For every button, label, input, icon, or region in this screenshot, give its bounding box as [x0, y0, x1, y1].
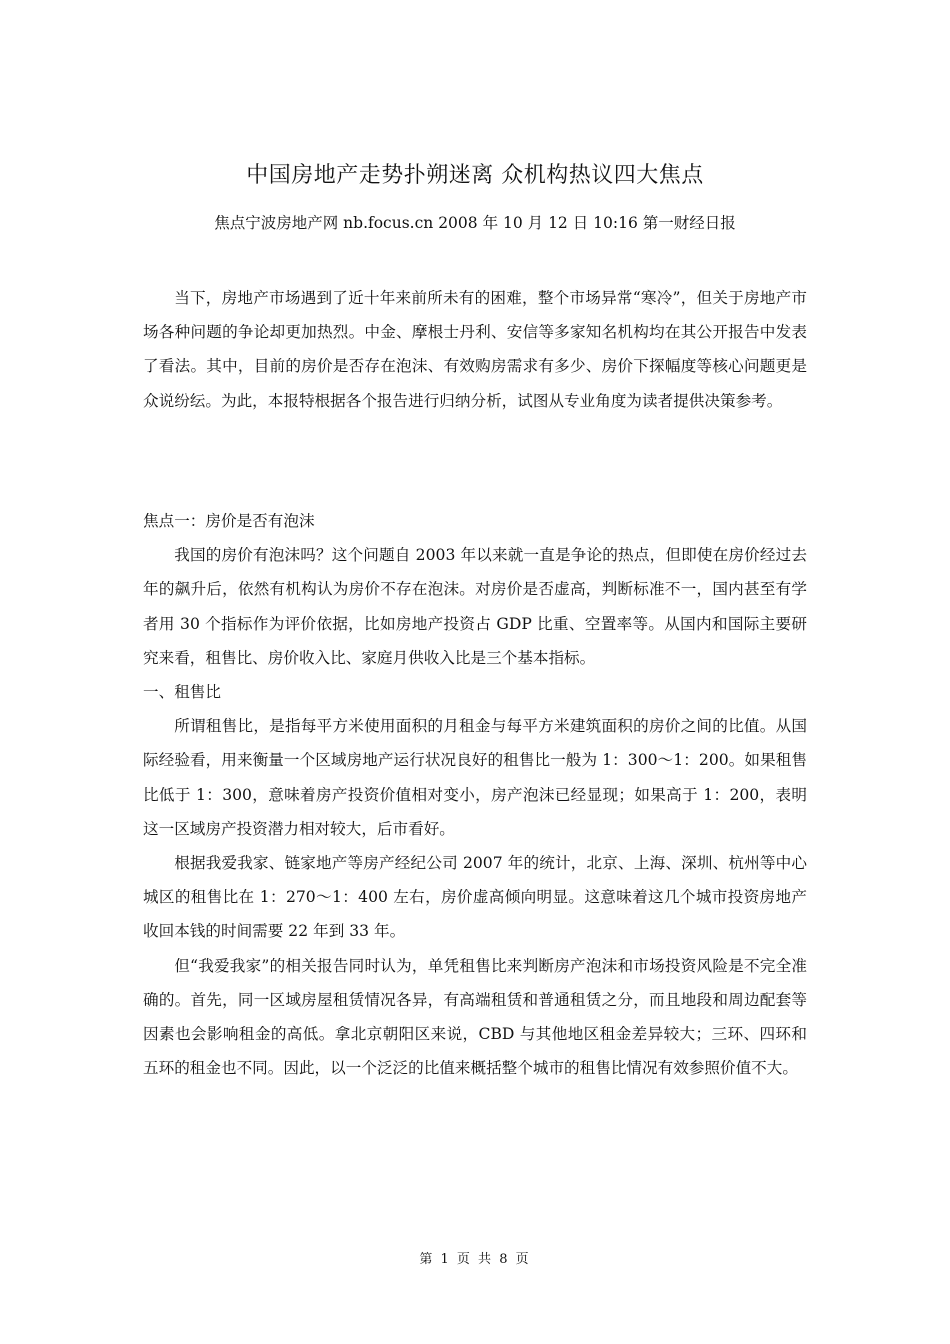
- focus-one-section: [143, 504, 807, 1085]
- page-footer: 第 1 页 共 8 页: [419, 1252, 531, 1267]
- paragraph: 根据我爱我家、链家地产等房产经纪公司 2007 年的统计，北京、上海、深圳、杭州等中心城区的租售比在 1：270～1：400 左右，房价虚高倾向明显。这意味着这几个城市投资房地产收回本钱的时间需要 22 年到 33 年。: [143, 854, 807, 941]
- intro-section: [143, 281, 807, 418]
- page-title: 中国房地产走势扑朔迷离 众机构热议四大焦点: [246, 163, 704, 188]
- intro-paragraph: 当下，房地产市场遇到了近十年来前所未有的困难，整个市场异常“寒冷”，但关于房地产市场各种问题的争论却更加热烈。中金、摩根士丹利、安信等多家知名机构均在其公开报告中发表了看法。其中，目前的房价是否存在泡沫、有效购房需求有多少、房价下探幅度等核心问题更是众说纷纭。为此，本报特根据各个报告进行归纳分析，试图从专业角度为读者提供决策参考。: [143, 289, 807, 410]
- byline: 焦点宁波房地产网 nb.focus.cn 2008 年 10 月 12 日 10:16 第一财经日报: [214, 214, 736, 232]
- section-heading: 焦点一：房价是否有泡沫: [143, 512, 315, 530]
- subsection-heading: 一、租售比: [143, 683, 221, 702]
- paragraph: 所谓租售比，是指每平方米使用面积的月租金与每平方米建筑面积的房价之间的比值。从国际经验看，用来衡量一个区域房地产运行状况良好的租售比一般为 1：300～1：200。如果租售比低于 1：300，意味着房产投资价值相对变小，房产泡沫已经显现；如果高于 1：200，表明这一区域房产投资潜力相对较大，后市看好。: [143, 717, 807, 838]
- paragraph: 但“我爱我家”的相关报告同时认为，单凭租售比来判断房产泡沫和市场投资风险是不完全准确的。首先，同一区域房屋租赁情况各异，有高端租赁和普通租赁之分，而且地段和周边配套等因素也会影响租金的高低。拿北京朝阳区来说，CBD 与其他地区租金差异较大；三环、四环和五环的租金也不同。因此，以一个泛泛的比值来概括整个城市的租售比情况有效参照价值不大。: [143, 956, 807, 1078]
- paragraph: 我国的房价有泡沫吗？这个问题自 2003 年以来就一直是争论的热点，但即使在房价经过去年的飙升后，依然有机构认为房价不存在泡沫。对房价是否虚高，判断标准不一，国内甚至有学者用 30 个指标作为评价依据，比如房地产投资占 GDP 比重、空置率等。从国内和国际主要研究来看，租售比、房价收入比、家庭月供收入比是三个基本指标。: [143, 546, 807, 667]
